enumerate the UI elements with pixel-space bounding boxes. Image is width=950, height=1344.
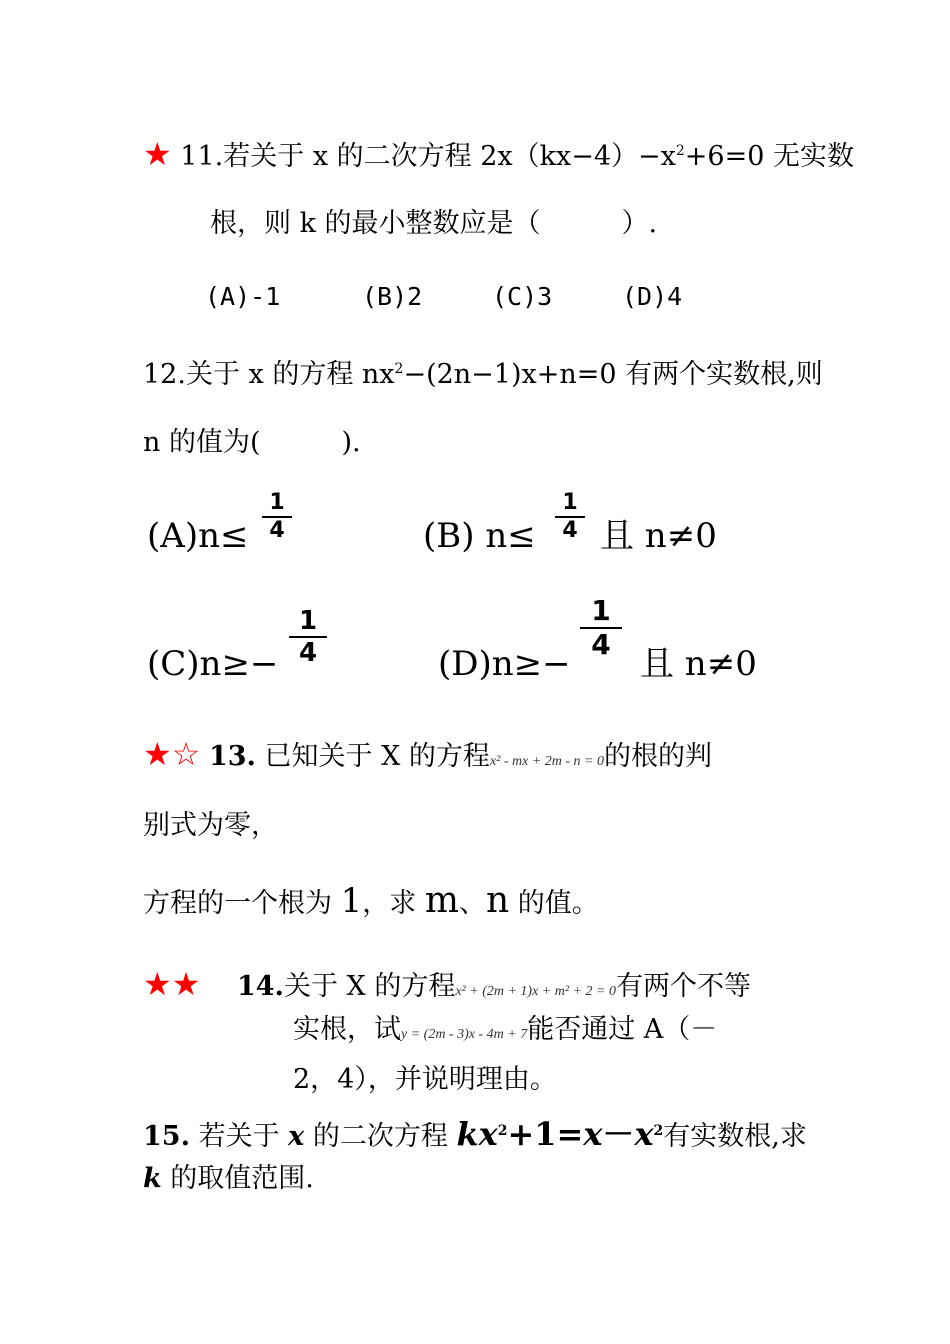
q12-option-a-fraction: [262, 492, 292, 542]
q15-eq-x2: x: [634, 1115, 654, 1153]
q12-option-d-fraction: [580, 594, 622, 661]
q15-stem-a: 若关于: [198, 1121, 289, 1152]
q14-line2-a: 实根，试: [293, 1014, 401, 1045]
q12-option-d: (D)n≥−: [438, 644, 571, 684]
fraction-denominator: 4: [562, 518, 578, 543]
q14-line2: [293, 1012, 717, 1053]
q11-option-d: (D)4: [622, 282, 683, 311]
q11-stem-b: +6=0 无实数: [684, 141, 854, 172]
q11-option-a: (A)-1: [205, 282, 281, 311]
q14-line1: [143, 966, 751, 1010]
q13-stem-a: 已知关于 X 的方程: [264, 741, 490, 772]
q12-option-b-fraction: [555, 492, 585, 542]
fraction-numerator: 1: [298, 606, 318, 636]
q13-var-n: n: [485, 880, 510, 921]
q14-formula-2: y = (2m - 3)x - 4m + 7: [401, 1027, 528, 1042]
q12-option-b-tail: 且 n≠0: [600, 516, 717, 556]
fraction-denominator: 4: [298, 638, 318, 668]
q13-line3-a: 方程的一个根为: [143, 888, 341, 919]
star-icon: ★: [143, 135, 172, 173]
q13-var-m: m: [424, 880, 459, 921]
q12-stem-b: −(2n−1)x+n=0 有两个实数根,则: [403, 359, 823, 390]
q13-line2: 别式为零，: [143, 810, 278, 841]
q12-line2: n 的值为( ).: [143, 427, 361, 458]
q13-number: 13.: [208, 741, 256, 772]
q13-line3-b: ，求: [362, 888, 425, 919]
q15-line2: [143, 1161, 314, 1197]
q14-line3: 2，4），并说明理由。: [293, 1064, 557, 1095]
fraction-denominator: 4: [269, 518, 285, 543]
q15-sup-1: 2: [497, 1123, 508, 1139]
q12-option-d-tail: 且 n≠0: [640, 644, 757, 684]
q12-option-b: (B) n≤: [423, 516, 536, 556]
q11-sup: 2: [675, 143, 685, 159]
q15-stem-b: 的二次方程: [304, 1121, 457, 1152]
q15-number: 15.: [143, 1121, 190, 1152]
fraction-numerator: 1: [269, 490, 285, 515]
q12-option-c-fraction: [289, 608, 327, 666]
q11-line1: [143, 133, 854, 175]
q13-formula: x² - mx + 2m - n = 0: [489, 754, 605, 769]
q14-line2-b: 能否通过 A（－: [527, 1014, 718, 1045]
q15-line1: [143, 1113, 807, 1155]
q15-line2-text: 的取值范围.: [161, 1163, 314, 1194]
q11-number: 11.: [180, 141, 224, 172]
q14-stem-a: 关于 X 的方程: [283, 971, 456, 1002]
q15-sup-2: 2: [653, 1123, 664, 1139]
q14-number: 14.: [236, 971, 284, 1002]
q12-sup: 2: [394, 361, 404, 377]
fraction-denominator: 4: [591, 628, 611, 661]
fraction-numerator: 1: [591, 594, 611, 627]
q11-line2: 根，则 k 的最小整数应是（ ）.: [210, 208, 658, 239]
q13-line1: [143, 736, 712, 780]
star-rating-icons: ★☆: [143, 735, 201, 773]
q13-line3-d: 的值。: [509, 888, 599, 919]
q15-eq-kx: kx: [456, 1115, 498, 1153]
q14-stem-b: 有两个不等: [615, 971, 751, 1002]
q11-option-c: (C)3: [492, 282, 553, 311]
q15-eq-mid: +1=: [507, 1115, 584, 1153]
q12-line1: [143, 351, 823, 393]
q12-option-a: (A)n≤: [147, 516, 249, 556]
q11-option-b: (B)2: [362, 282, 423, 311]
fraction-numerator: 1: [562, 490, 578, 515]
q12-stem-a: 12.关于 x 的方程 nx: [143, 359, 395, 390]
q13-stem-b: 的根的判: [604, 741, 713, 772]
q13-line3-c: 、: [458, 888, 486, 919]
q15-eq-minus: －: [602, 1115, 635, 1153]
q15-eq-x: x: [583, 1115, 603, 1153]
star-rating-icons: ★★: [143, 965, 201, 1003]
q15-stem-c: 有实数根,求: [663, 1121, 807, 1152]
q15-var-x: x: [288, 1121, 305, 1152]
q13-root-value: 1: [340, 881, 363, 921]
q12-option-c: (C)n≥−: [147, 644, 279, 684]
q15-var-k: k: [143, 1163, 162, 1194]
q11-stem-a: 若关于 x 的二次方程 2x（kx−4）−x: [223, 141, 676, 172]
q13-line3: [143, 880, 599, 922]
q14-formula-1: x² + (2m + 1)x + m² + 2 = 0: [455, 984, 616, 999]
